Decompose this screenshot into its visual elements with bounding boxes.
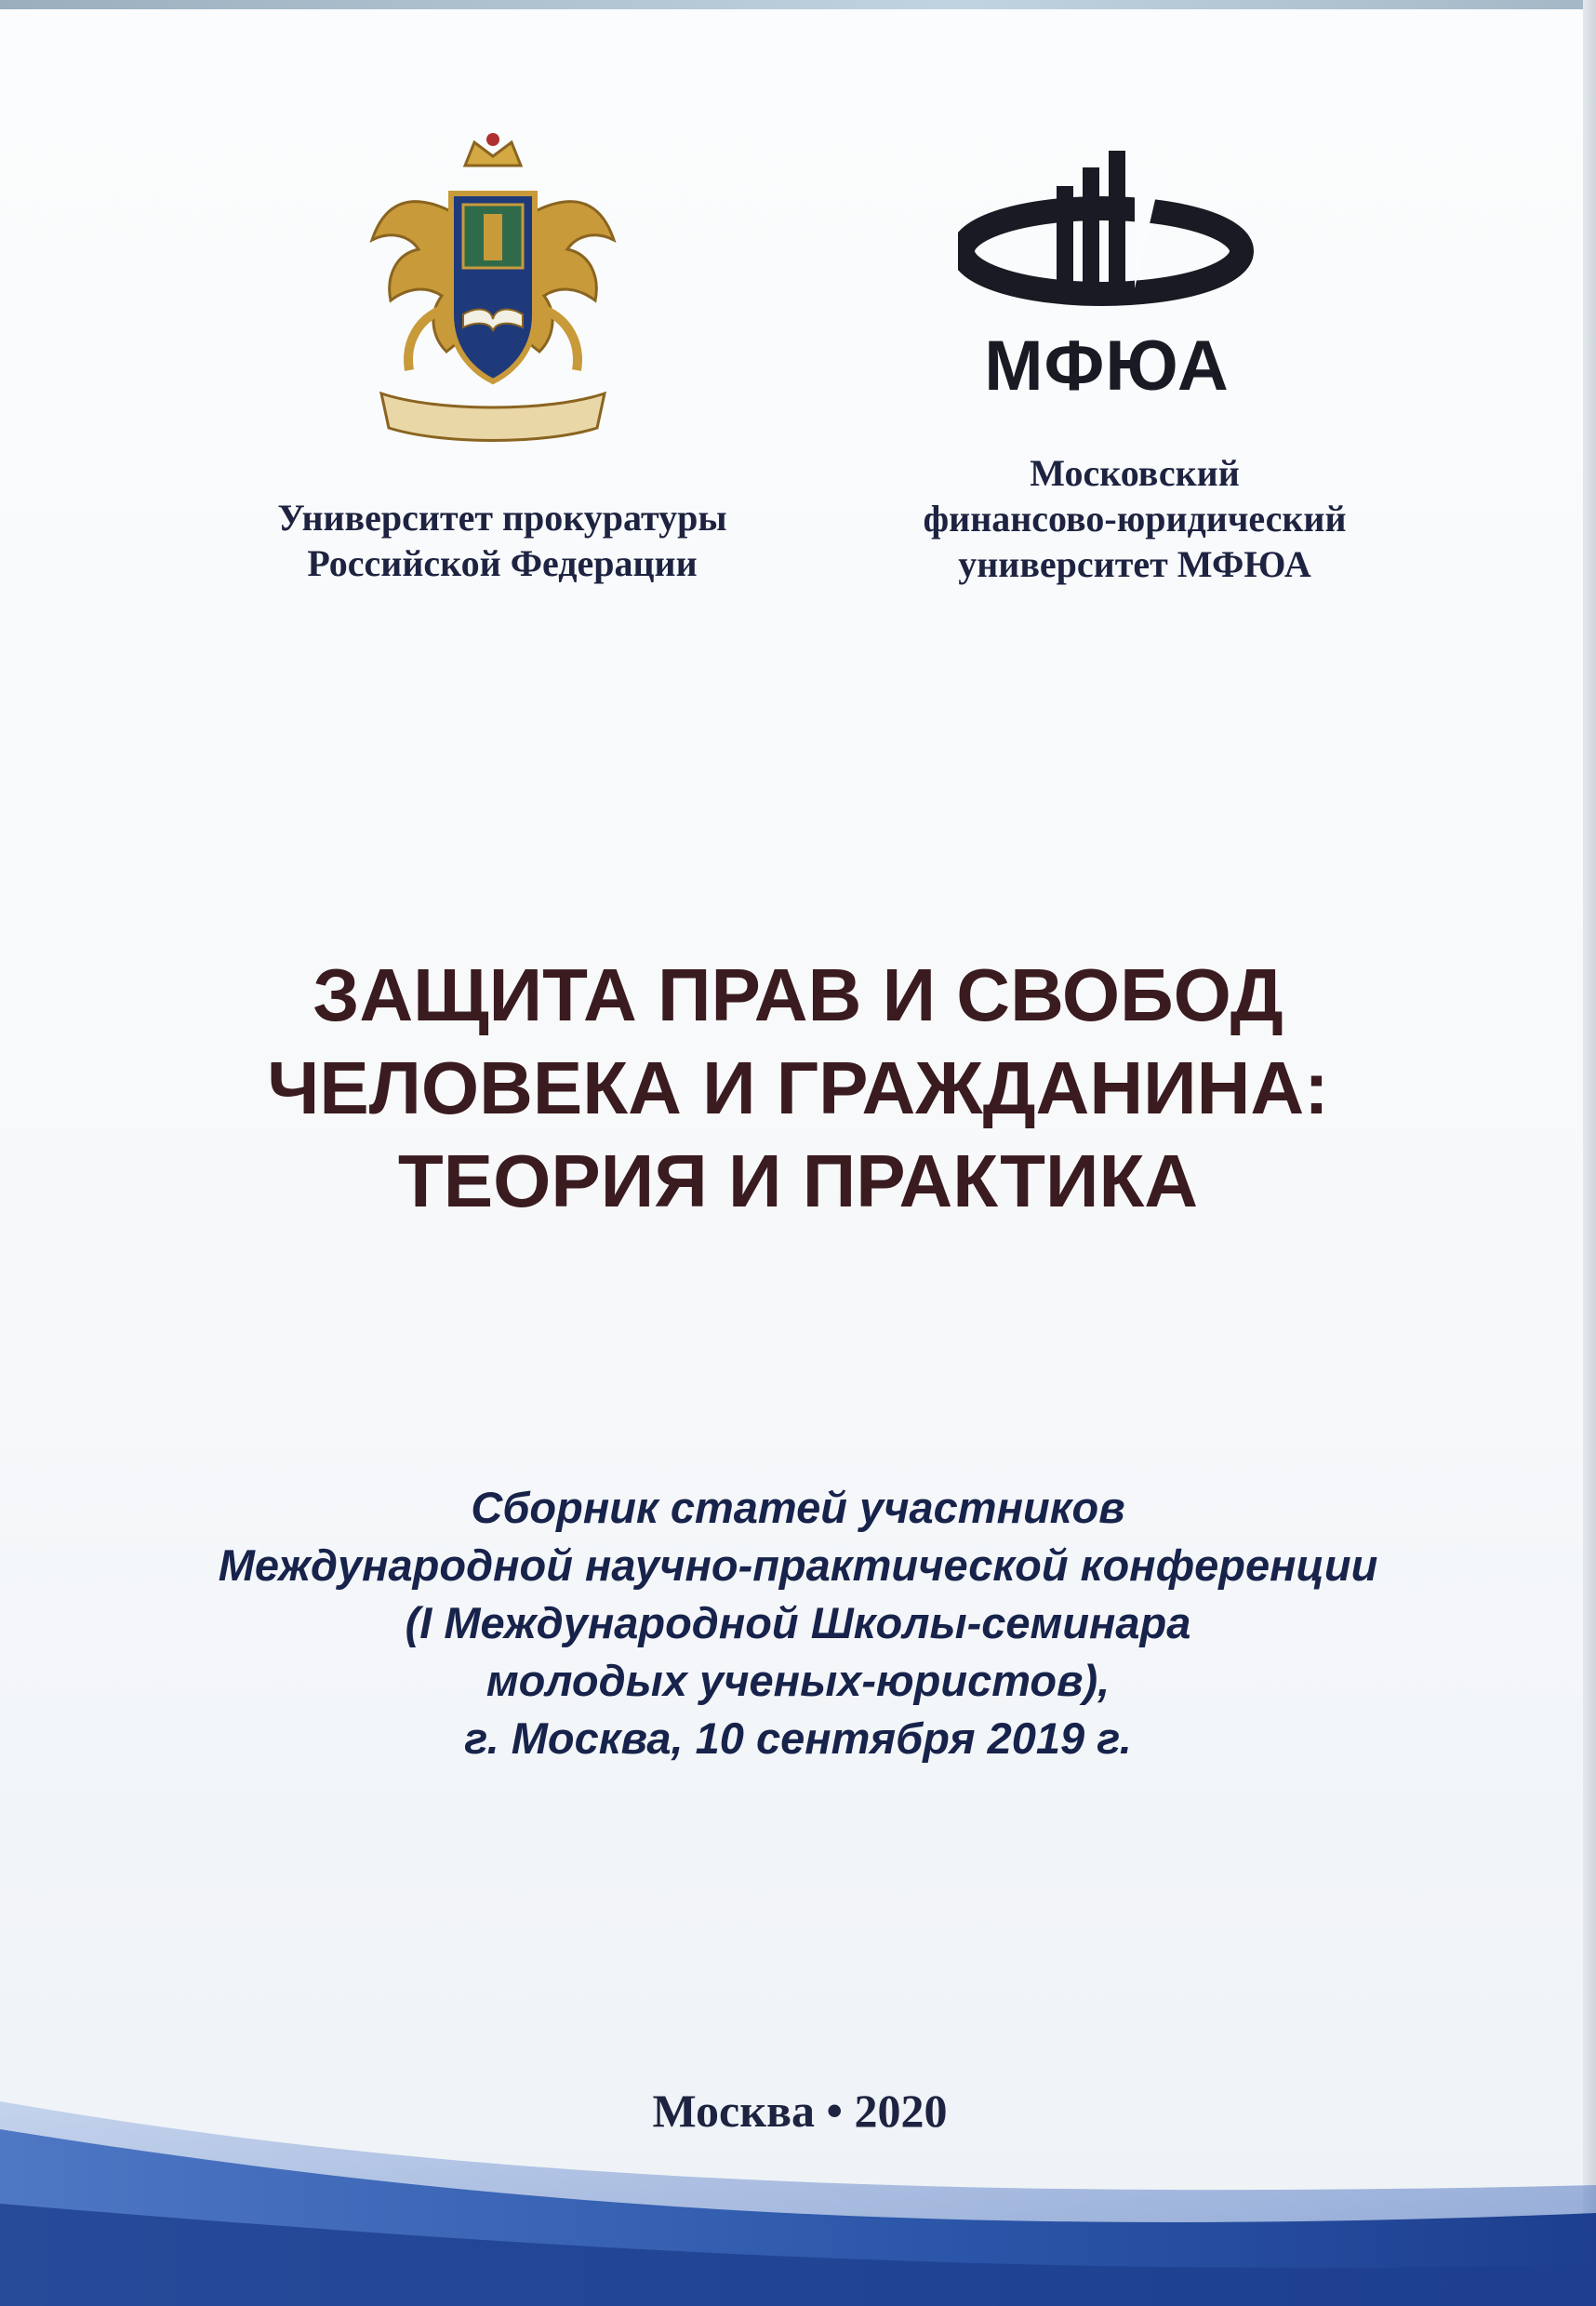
subtitle-line-5: г. Москва, 10 сентября 2019 г. [464,1713,1132,1763]
title-line-3: ТЕОРИЯ И ПРАКТИКА [397,1140,1199,1222]
title-line-2: ЧЕЛОВЕКА И ГРАЖДАНИНА: [267,1046,1329,1129]
org-right-line-2: финансово-юридический [923,498,1347,540]
subtitle-line-4: молодых ученых-юристов), [485,1656,1111,1705]
decorative-band [0,2064,1596,2306]
right-edge [1583,0,1596,2306]
title-line-1: ЗАЩИТА ПРАВ И СВОБОД [313,953,1283,1036]
org-right-line-1: Московский [1030,452,1240,494]
mfua-logo-text: МФЮА [984,327,1230,406]
org-left-line-2: Российской Федерации [307,542,698,584]
top-edge [0,0,1596,9]
subtitle-line-1: Сборник статей участников [471,1483,1125,1532]
org-name-right [856,450,1414,587]
org-name-left [205,495,800,586]
place-year: Москва • 2020 [652,2085,948,2137]
book-subtitle [130,1479,1466,1767]
org-left-line-1: Университет прокуратуры [277,497,727,539]
university-emblem-icon [353,128,632,454]
org-right-line-3: университет МФЮА [958,543,1311,585]
book-title [167,949,1429,1228]
subtitle-line-3: (I Международной Школы-семинара [405,1598,1191,1647]
subtitle-line-2: Международной научно-практической конференции [218,1540,1378,1590]
